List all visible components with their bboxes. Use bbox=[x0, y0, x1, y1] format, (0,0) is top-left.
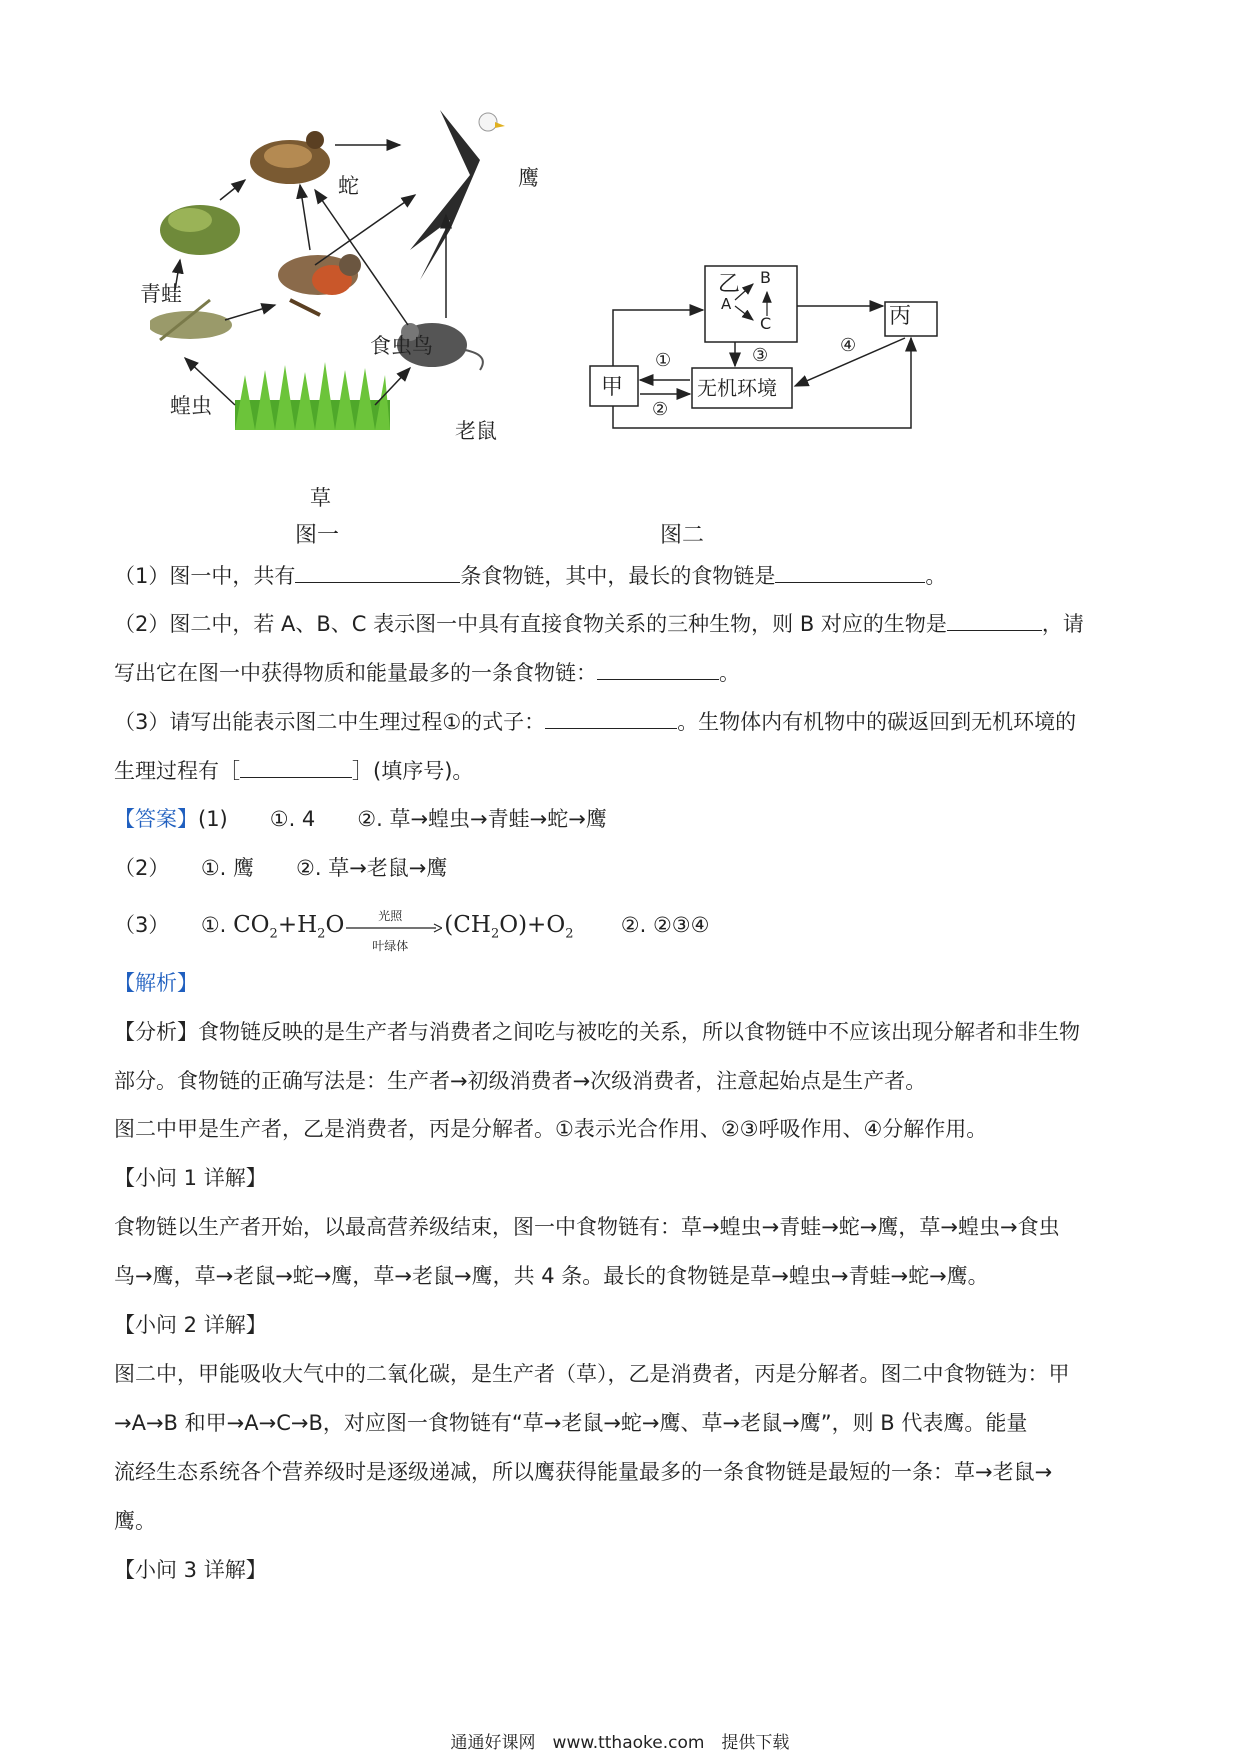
analysis-subq1-heading: 【小问 1 详解】 bbox=[114, 1166, 267, 1190]
answer-3-second: ②. ②③④ bbox=[620, 913, 710, 937]
q3-blank-process[interactable] bbox=[240, 755, 352, 778]
frog-image bbox=[160, 205, 240, 255]
answer-3-prefix: （3） ①. bbox=[114, 913, 227, 937]
q2-text-d: 。 bbox=[719, 661, 740, 685]
answer-line-3 bbox=[114, 909, 710, 953]
fig2-label-bing: 丙 bbox=[889, 304, 912, 329]
fig2-label-p1: ① bbox=[655, 350, 672, 371]
analysis-p6: 图二中，甲能吸收大气中的二氧化碳，是生产者（草），乙是消费者，丙是分解者。图二中食物链为：甲 bbox=[114, 1362, 1070, 1386]
q3-text-b: 。生物体内有机物中的碳返回到无机环境的 bbox=[677, 710, 1077, 734]
q2-text-a: （2）图二中，若 A、B、C 表示图一中具有直接食物关系的三种生物，则 B 对应的生物是 bbox=[114, 612, 947, 636]
q2-text-b: ，请 bbox=[1041, 612, 1084, 636]
label-locust: 蝗虫 bbox=[170, 394, 212, 418]
analysis-subq3-heading: 【小问 3 详解】 bbox=[114, 1558, 267, 1582]
answer-line-2 bbox=[114, 853, 447, 883]
analysis-p4: 食物链以生产者开始，以最高营养级结束，图一中食物链有：草→蝗虫→青蛙→蛇→鹰，草→蝗虫→食虫 bbox=[114, 1215, 1060, 1239]
analysis-p1: 【分析】食物链反映的是生产者与消费者之间吃与被吃的关系，所以食物链中不应该出现分解者和非生物 bbox=[114, 1020, 1080, 1044]
reaction-arrow: 光照 叶绿体 bbox=[344, 911, 444, 941]
q2-blank-organism[interactable] bbox=[947, 608, 1042, 631]
eagle-image bbox=[410, 110, 505, 280]
q1-text-a: （1）图一中，共有 bbox=[114, 564, 296, 588]
q1-text-b: 条食物链，其中，最长的食物链是 bbox=[460, 564, 776, 588]
fig2-label-c: C bbox=[760, 314, 772, 333]
answer-tag: 【答案】 bbox=[114, 807, 198, 831]
answer-2: （2） ①. 鹰 ②. 草→老鼠→鹰 bbox=[114, 856, 448, 880]
q3-text-a: （3）请写出能表示图二中生理过程①的式子： bbox=[114, 710, 546, 734]
fig2-label-p4: ④ bbox=[840, 335, 857, 356]
analysis-subq2-heading: 【小问 2 详解】 bbox=[114, 1313, 267, 1337]
analysis-p8: 流经生态系统各个营养级时是逐级递减，所以鹰获得能量最多的一条食物链是最短的一条：草→老鼠→ bbox=[114, 1460, 1053, 1484]
fig2-label-p3: ③ bbox=[752, 345, 769, 366]
question-1 bbox=[114, 560, 946, 591]
fig2-label-p2: ② bbox=[652, 399, 669, 420]
fig2-label-a: A bbox=[721, 295, 732, 313]
question-2-line-2 bbox=[114, 657, 740, 688]
label-eagle: 鹰 bbox=[518, 166, 539, 190]
q3-blank-formula[interactable] bbox=[545, 706, 677, 729]
analysis-p3: 图二中甲是生产者，乙是消费者，丙是分解者。①表示光合作用、②③呼吸作用、④分解作用。 bbox=[114, 1117, 988, 1141]
q1-blank-chain[interactable] bbox=[775, 560, 925, 583]
grass-image bbox=[235, 362, 390, 430]
label-snake: 蛇 bbox=[338, 174, 359, 198]
label-grass: 草 bbox=[310, 486, 331, 510]
fig2-label-jia: 甲 bbox=[601, 375, 624, 400]
analysis-p7: →A→B 和甲→A→C→B，对应图一食物链有“草→老鼠→蛇→鹰、草→老鼠→鹰”，则 B 代表鹰。能量 bbox=[114, 1411, 1028, 1435]
analysis-p2: 部分。食物链的正确写法是：生产者→初级消费者→次级消费者，注意起始点是生产者。 bbox=[114, 1069, 927, 1093]
label-frog: 青蛙 bbox=[140, 282, 182, 306]
label-mouse: 老鼠 bbox=[455, 419, 497, 443]
figure-one-caption: 图一 bbox=[295, 523, 340, 548]
photosynthesis-formula: $CO_2+H_2O$ 光照 叶绿体 $(CH_2O)+O_2$ bbox=[233, 909, 574, 953]
q2-text-c: 写出它在图一中获得物质和能量最多的一条食物链： bbox=[114, 661, 597, 685]
analysis-p5: 鸟→鹰，草→老鼠→蛇→鹰，草→老鼠→鹰，共 4 条。最长的食物链是草→蝗虫→青蛙→蛇→鹰。 bbox=[114, 1264, 989, 1288]
analysis-p9: 鹰。 bbox=[114, 1509, 156, 1533]
insectivorous-bird-image bbox=[278, 254, 361, 315]
snake-image bbox=[250, 131, 330, 184]
q3-text-c: 生理过程有［ bbox=[114, 759, 240, 783]
q1-text-c: 。 bbox=[925, 564, 947, 588]
footer-source: 通通好课网 www.tthaoke.com 提供下载 bbox=[450, 1733, 790, 1753]
figure-two-caption: 图二 bbox=[660, 523, 705, 548]
answer-line-1 bbox=[114, 804, 607, 834]
fig2-label-b: B bbox=[760, 268, 771, 287]
fig2-label-env: 无机环境 bbox=[697, 376, 777, 400]
q3-text-d: ］(填序号)。 bbox=[352, 759, 474, 783]
label-bird: 食虫鸟 bbox=[370, 334, 433, 358]
q1-blank-count[interactable] bbox=[295, 560, 460, 583]
question-2-line-1 bbox=[114, 608, 1084, 639]
question-3-line-1 bbox=[114, 706, 1076, 737]
fig2-label-yi: 乙 bbox=[718, 272, 741, 297]
q2-blank-chain[interactable] bbox=[597, 657, 719, 680]
question-3-line-2 bbox=[114, 755, 473, 786]
analysis-tag: 【解析】 bbox=[114, 971, 198, 995]
answer-1: (1) ①. 4 ②. 草→蝗虫→青蛙→蛇→鹰 bbox=[198, 807, 607, 831]
